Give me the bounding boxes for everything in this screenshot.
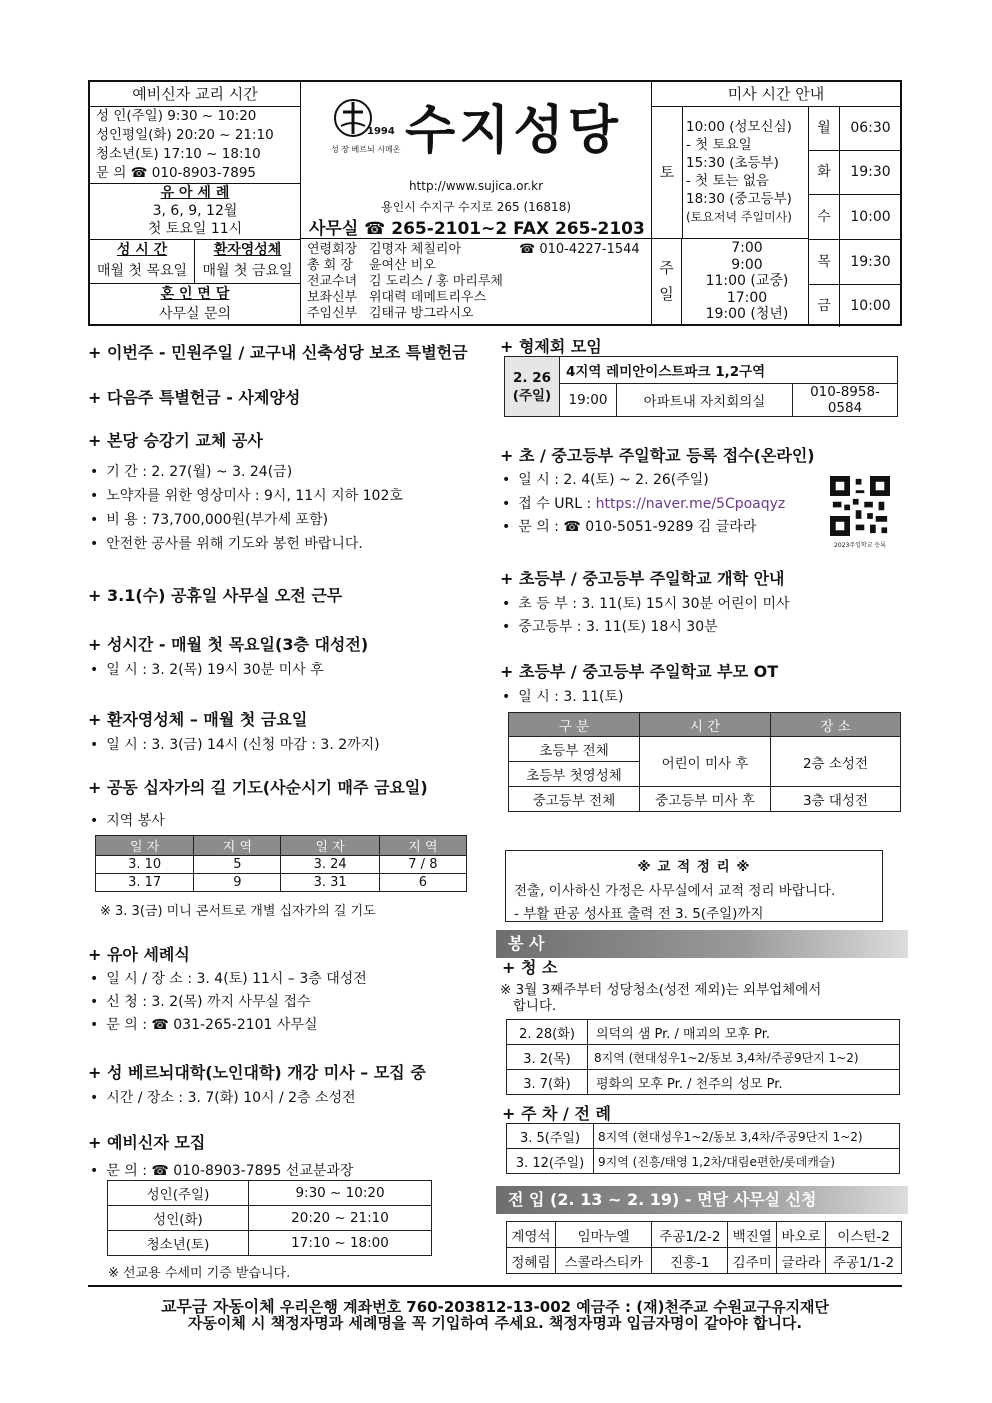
infant-baptism-item: • 신 청 : 3. 2(목) 까지 사무실 접수 bbox=[90, 991, 311, 1011]
table-header-cell: 지 역 bbox=[194, 836, 281, 856]
section-holiday-office: + 3.1(수) 공휴일 사무실 오전 근무 bbox=[88, 586, 343, 605]
transfer-table bbox=[506, 1221, 902, 1274]
section-brotherhood: + 형제회 모임 bbox=[500, 337, 602, 356]
mass-title: 미사 시간 안내 bbox=[652, 82, 900, 107]
cleaning-table bbox=[506, 1019, 900, 1095]
table-cell: 계영석 bbox=[507, 1222, 556, 1248]
church-logo bbox=[331, 96, 401, 158]
staff-row bbox=[307, 306, 649, 322]
saturday-line: (토요저녁 주일미사) bbox=[686, 210, 792, 224]
staff-list bbox=[307, 242, 649, 322]
infant-baptism-box bbox=[90, 183, 300, 240]
registration-url-label: 접 수 URL : bbox=[518, 496, 596, 512]
table-cell: 어린이 미사 후 bbox=[640, 737, 771, 787]
school-opening-item: • 중고등부 : 3. 11(토) 18시 30분 bbox=[502, 616, 718, 636]
mass-divider bbox=[682, 238, 808, 239]
table-cell: 백진열 bbox=[728, 1222, 777, 1248]
table-cell: 6 bbox=[379, 874, 466, 892]
table-cell: 2층 소성전 bbox=[771, 737, 901, 787]
table-cell: 20:20 ~ 21:10 bbox=[249, 1206, 432, 1231]
table-cell: 임마누엘 bbox=[555, 1222, 652, 1248]
logo-year: 1994 bbox=[367, 126, 395, 137]
elevator-item: • 안전한 공사를 위해 기도와 봉헌 바랍니다. bbox=[90, 533, 363, 553]
table-cell: 3. 17 bbox=[96, 874, 194, 892]
table-row bbox=[507, 1124, 900, 1149]
table-cell: 3. 10 bbox=[96, 856, 194, 874]
staff-role: 주임신부 bbox=[307, 306, 358, 321]
table-row bbox=[108, 1181, 432, 1206]
qr-code-icon bbox=[830, 476, 890, 536]
weekday-time: 06:30 bbox=[850, 120, 891, 136]
table-cell: 주공1/1-2 bbox=[826, 1248, 902, 1274]
staff-name: 김태규 방그라시오 bbox=[369, 306, 474, 321]
transfer-bar: 전 입 (2. 13 ~ 2. 19) - 면담 사무실 신청 bbox=[496, 1186, 908, 1214]
section-next-collection: + 다음주 특별헌금 - 사제양성 bbox=[88, 388, 301, 407]
registration-url-item bbox=[502, 493, 785, 513]
parking-table bbox=[506, 1123, 900, 1174]
saturday-line: - 첫 토요일 bbox=[686, 137, 752, 153]
weekday-row bbox=[809, 151, 901, 195]
staff-role: 총 회 장 bbox=[307, 258, 353, 273]
weekday-day: 월 bbox=[809, 107, 840, 150]
saturday-label: 토 bbox=[652, 107, 683, 239]
table-cell: 성인(화) bbox=[108, 1206, 249, 1231]
footer-rule bbox=[88, 1285, 902, 1287]
table-header-cell: 구 분 bbox=[509, 713, 640, 737]
table-cell: 3. 2(목) bbox=[507, 1045, 588, 1070]
weekday-row bbox=[809, 195, 901, 240]
brotherhood-place: 아파트내 자치회의실 bbox=[617, 384, 793, 417]
table-cell: 초등부 전체 bbox=[509, 737, 640, 762]
staff-role: 전교수녀 bbox=[307, 274, 358, 289]
stations-table bbox=[95, 835, 467, 892]
saturday-line: 10:00 (성모신심) bbox=[686, 119, 792, 135]
brotherhood-phone: 010-8958-0584 bbox=[793, 384, 898, 417]
catechism-title: 예비신자 교리 시간 bbox=[90, 82, 300, 107]
section-senior-college: + 성 베르뇌대학(노인대학) 개강 미사 – 모집 중 bbox=[88, 1063, 426, 1082]
footer-account: 우리은행 계좌번호 760-203812-13-002 예금주 : (재)천주교 수원교구유지재단 bbox=[274, 1298, 830, 1316]
infant-baptism-item: • 일 시 / 장 소 : 3. 4(토) 11시 – 3층 대성전 bbox=[90, 968, 367, 988]
table-row bbox=[509, 787, 901, 812]
catechism-row: 청소년(토) 17:10 ~ 18:10 bbox=[96, 146, 261, 162]
infant-baptism-months: 3, 6, 9, 12월 bbox=[152, 203, 238, 219]
table-header-cell: 일 자 bbox=[281, 836, 379, 856]
registry-notice-line: - 부활 판공 성사표 출력 전 3. 5(주일)까지 bbox=[514, 906, 764, 922]
elevator-item: • 비 용 : 73,700,000원(부가세 포함) bbox=[90, 509, 328, 529]
staff-role: 연령회장 bbox=[307, 242, 358, 257]
sick-communion-cell bbox=[195, 240, 300, 284]
table-cell: 9지역 (진흥/태영 1,2차/대림e편한/롯데캐슬) bbox=[594, 1149, 900, 1174]
sick-communion-item: • 일 시 : 3. 3(금) 14시 (신청 마감 : 3. 2까지) bbox=[90, 734, 380, 754]
weekday-day: 목 bbox=[809, 240, 840, 284]
table-cell: 9 bbox=[194, 874, 281, 892]
table-cell: 이스턴-2 bbox=[826, 1222, 902, 1248]
table-row bbox=[96, 856, 467, 874]
table-cell: 주공1/2-2 bbox=[652, 1222, 728, 1248]
header-left bbox=[90, 82, 301, 326]
weekday-time: 10:00 bbox=[850, 209, 891, 225]
holy-hour-item: • 일 시 : 3. 2(목) 19시 30분 미사 후 bbox=[90, 659, 324, 679]
catechism-row: 문 의 ☎ 010-8903-7895 bbox=[96, 165, 256, 181]
weekday-row bbox=[809, 285, 901, 327]
table-cell: 스콜라스티카 bbox=[555, 1248, 652, 1274]
table-cell: 3. 5(주일) bbox=[507, 1124, 594, 1149]
sunday-label: 주 일 bbox=[652, 239, 682, 326]
table-cell: 8지역 (현대성우1~2/동보 3,4차/주공9단지 1~2) bbox=[588, 1045, 900, 1070]
header-center bbox=[301, 82, 652, 326]
section-sick-communion: + 환자영성체 – 매월 첫 금요일 bbox=[88, 710, 308, 729]
section-infant-baptism: + 유아 세례식 bbox=[88, 945, 190, 964]
table-cell: 2. 28(화) bbox=[507, 1020, 588, 1045]
table-row bbox=[507, 1045, 900, 1070]
staff-name: 김명자 체칠리아 bbox=[369, 242, 462, 257]
church-address: 용인시 수지구 수지로 265 (16818) bbox=[380, 200, 572, 214]
table-cell: 청소년(토) bbox=[108, 1231, 249, 1256]
table-row bbox=[507, 1149, 900, 1174]
registration-item: • 문 의 : ☎ 010-5051-9289 김 글라라 bbox=[502, 516, 756, 536]
staff-name: 윤여산 비오 bbox=[369, 258, 436, 273]
table-cell: 3. 7(화) bbox=[507, 1070, 588, 1095]
brotherhood-date: 2. 26 (주일) bbox=[505, 357, 560, 417]
footer-line2: 자동이체 시 책정자명과 세례명을 꼭 기입하여 주세요. 책정자명과 입금자명이 같아야 합니다. bbox=[187, 1314, 803, 1332]
parent-ot-table bbox=[508, 712, 901, 812]
table-cell: 8지역 (현대성우1~2/동보 3,4차/주공9단지 1~2) bbox=[594, 1124, 900, 1149]
sick-communion-value: 매월 첫 금요일 bbox=[202, 263, 293, 279]
table-row bbox=[505, 357, 898, 384]
footer-autopay-label: 교무금 자동이체 bbox=[160, 1297, 275, 1316]
parent-ot-item: • 일 시 : 3. 11(토) bbox=[502, 686, 623, 706]
registry-notice-title: ※ 교 적 정 리 ※ bbox=[637, 859, 751, 875]
weekday-day: 화 bbox=[809, 151, 840, 194]
table-cell: 김주미 bbox=[728, 1248, 777, 1274]
infant-baptism-item: • 문 의 : ☎ 031-265-2101 사무실 bbox=[90, 1014, 317, 1034]
table-header-row bbox=[509, 713, 901, 737]
table-row bbox=[108, 1231, 432, 1256]
table-row bbox=[507, 1020, 900, 1045]
catechumen-note: ※ 선교용 수세미 기증 받습니다. bbox=[108, 1266, 291, 1281]
school-opening-item: • 초 등 부 : 3. 11(토) 15시 30분 어린이 미사 bbox=[502, 593, 790, 613]
header-box bbox=[88, 80, 902, 326]
staff-row bbox=[307, 290, 649, 306]
sunday-line: 19:00 (청년) bbox=[705, 306, 789, 322]
marriage-title: 혼 인 면 담 bbox=[160, 286, 230, 302]
weekday-day: 수 bbox=[809, 195, 840, 239]
sunday-line: 7:00 bbox=[731, 240, 763, 256]
saturday-line: 18:30 (중고등부) bbox=[686, 191, 792, 207]
saturday-line: 15:30 (초등부) bbox=[686, 155, 779, 171]
marriage-value: 사무실 문의 bbox=[158, 306, 232, 322]
table-cell: 3. 24 bbox=[281, 856, 379, 874]
cleaning-note: ※ 3월 3째주부터 성당청소(성전 제외)는 외부업체에서 합니다. bbox=[500, 982, 822, 1014]
table-cell: 중고등부 전체 bbox=[509, 787, 640, 812]
table-cell: 7 / 8 bbox=[379, 856, 466, 874]
section-sunday-school-registration: + 초 / 중고등부 주일학교 등록 접수(온라인) bbox=[500, 446, 815, 465]
weekday-masses bbox=[808, 107, 901, 326]
section-parent-ot: + 초등부 / 중고등부 주일학교 부모 OT bbox=[500, 662, 779, 681]
table-header-cell: 장 소 bbox=[771, 713, 901, 737]
section-stations: + 공동 십자가의 길 기도(사순시기 매주 금요일) bbox=[88, 778, 428, 797]
section-special-collection: + 이번주 - 민원주일 / 교구내 신축성당 보조 특별헌금 bbox=[88, 343, 468, 362]
section-catechumen: + 예비신자 모집 bbox=[88, 1133, 206, 1152]
table-cell: 5 bbox=[194, 856, 281, 874]
holy-hour-title: 성 시 간 bbox=[116, 242, 168, 258]
staff-row bbox=[307, 274, 649, 290]
weekday-time: 19:30 bbox=[850, 164, 891, 180]
section-school-opening: + 초등부 / 중고등부 주일학교 개학 안내 bbox=[500, 569, 785, 588]
table-row bbox=[108, 1206, 432, 1231]
table-cell: 바오로 bbox=[777, 1222, 826, 1248]
registry-notice bbox=[505, 850, 883, 922]
staff-row bbox=[307, 258, 649, 274]
table-cell: 의덕의 샘 Pr. / 매괴의 모후 Pr. bbox=[588, 1020, 900, 1045]
brotherhood-title: 4지역 레미안이스트파크 1,2구역 bbox=[560, 357, 898, 384]
table-header-cell: 시 간 bbox=[640, 713, 771, 737]
table-row bbox=[507, 1222, 902, 1248]
weekday-row bbox=[809, 240, 901, 285]
table-row bbox=[96, 874, 467, 892]
registration-url-link[interactable]: https://naver.me/5Cpoaqyz bbox=[595, 496, 786, 512]
table-cell: 중고등부 미사 후 bbox=[640, 787, 771, 812]
brotherhood-time: 19:00 bbox=[560, 384, 617, 417]
holy-hour-box bbox=[90, 239, 300, 284]
table-header-row bbox=[96, 836, 467, 856]
registration-item: • 일 시 : 2. 4(토) ~ 2. 26(주일) bbox=[502, 469, 709, 489]
table-cell: 3층 대성전 bbox=[771, 787, 901, 812]
qr-caption: 2023주일학교 등록 bbox=[834, 542, 886, 549]
table-cell: 17:10 ~ 18:00 bbox=[249, 1231, 432, 1256]
sunday-line: 17:00 bbox=[726, 289, 768, 306]
church-url[interactable]: http://www.sujica.or.kr bbox=[408, 179, 544, 193]
weekday-time: 10:00 bbox=[850, 298, 891, 314]
table-cell: 3. 31 bbox=[281, 874, 379, 892]
catechumen-item: • 문 의 : ☎ 010-8903-7895 선교분과장 bbox=[90, 1160, 353, 1180]
staff-role: 보좌신부 bbox=[307, 290, 358, 305]
sunday-line: 11:00 (교중) bbox=[705, 273, 789, 289]
section-elevator: + 본당 승강기 교체 공사 bbox=[88, 431, 263, 450]
section-cleaning: + 청 소 bbox=[502, 958, 558, 977]
elevator-item: • 기 간 : 2. 27(월) ~ 3. 24(금) bbox=[90, 461, 292, 481]
mass-schedule bbox=[652, 82, 900, 326]
holy-hour-cell bbox=[90, 240, 195, 284]
section-holy-hour: + 성시간 - 매월 첫 목요일(3층 대성전) bbox=[88, 635, 369, 654]
section-parking: + 주 차 / 전 례 bbox=[502, 1104, 611, 1123]
church-name: 수지성당 bbox=[405, 101, 622, 161]
senior-college-item: • 시간 / 장소 : 3. 7(화) 10시 / 2층 소성전 bbox=[90, 1087, 356, 1107]
staff-row bbox=[307, 242, 649, 258]
service-bar: 봉 사 bbox=[496, 930, 908, 958]
stations-note: ※ 3. 3(금) 미니 콘서트로 개별 십자가의 길 기도 bbox=[100, 904, 376, 919]
sick-communion-title: 환자영성체 bbox=[213, 242, 282, 258]
table-header-cell: 일 자 bbox=[96, 836, 194, 856]
brotherhood-table bbox=[504, 356, 898, 417]
table-cell: 초등부 첫영성체 bbox=[509, 762, 640, 787]
saturday-masses bbox=[686, 118, 816, 226]
registry-notice-line: 전출, 이사하신 가정은 사무실에서 교적 정리 바랍니다. bbox=[514, 883, 836, 899]
stations-item: • 지역 봉사 bbox=[90, 810, 165, 830]
registration-qr[interactable] bbox=[830, 476, 890, 548]
weekday-row bbox=[809, 107, 901, 151]
table-row bbox=[507, 1248, 902, 1274]
table-cell: 글라라 bbox=[777, 1248, 826, 1274]
office-phone: 사무실 ☎ 265-2101~2 FAX 265-2103 bbox=[309, 219, 645, 239]
sunday-line: 9:00 bbox=[731, 256, 763, 273]
catechism-row: 성 인(주일) 9:30 ~ 10:20 bbox=[96, 108, 257, 124]
weekday-day: 금 bbox=[809, 285, 840, 327]
table-cell: 9:30 ~ 10:20 bbox=[249, 1181, 432, 1206]
table-row bbox=[509, 737, 901, 762]
table-cell: 진흥-1 bbox=[652, 1248, 728, 1274]
table-header-cell: 지 역 bbox=[379, 836, 466, 856]
catechism-row: 성인평일(화) 20:20 ~ 21:10 bbox=[96, 127, 274, 143]
logo-caption: 성 장 베르뇌 시메온 bbox=[331, 145, 401, 154]
table-cell: 성인(주일) bbox=[108, 1181, 249, 1206]
weekday-time: 19:30 bbox=[850, 254, 891, 270]
staff-divider bbox=[301, 238, 651, 239]
saturday-line: - 첫 토는 없음 bbox=[686, 173, 769, 189]
catechism-rows bbox=[96, 107, 296, 183]
elevator-item: • 노약자를 위한 영상미사 : 9시, 11시 지하 102호 bbox=[90, 485, 403, 505]
table-row bbox=[505, 384, 898, 417]
table-cell: 평화의 모후 Pr. / 천주의 성모 Pr. bbox=[588, 1070, 900, 1095]
table-row bbox=[507, 1070, 900, 1095]
infant-baptism-title: 유 아 세 례 bbox=[160, 185, 230, 201]
table-cell: 정혜림 bbox=[507, 1248, 556, 1274]
staff-name: 김 도리스 / 홍 마리루체 bbox=[369, 274, 503, 289]
sunday-masses bbox=[686, 240, 808, 323]
table-cell: 3. 12(주일) bbox=[507, 1149, 594, 1174]
marriage-box bbox=[90, 283, 300, 327]
staff-phone: ☎ 010-4227-1544 bbox=[519, 242, 640, 257]
holy-hour-value: 매월 첫 목요일 bbox=[96, 263, 188, 279]
infant-baptism-time: 첫 토요일 11시 bbox=[147, 221, 243, 237]
catechumen-table bbox=[107, 1180, 432, 1256]
staff-name: 위대력 데메트리우스 bbox=[369, 290, 487, 305]
